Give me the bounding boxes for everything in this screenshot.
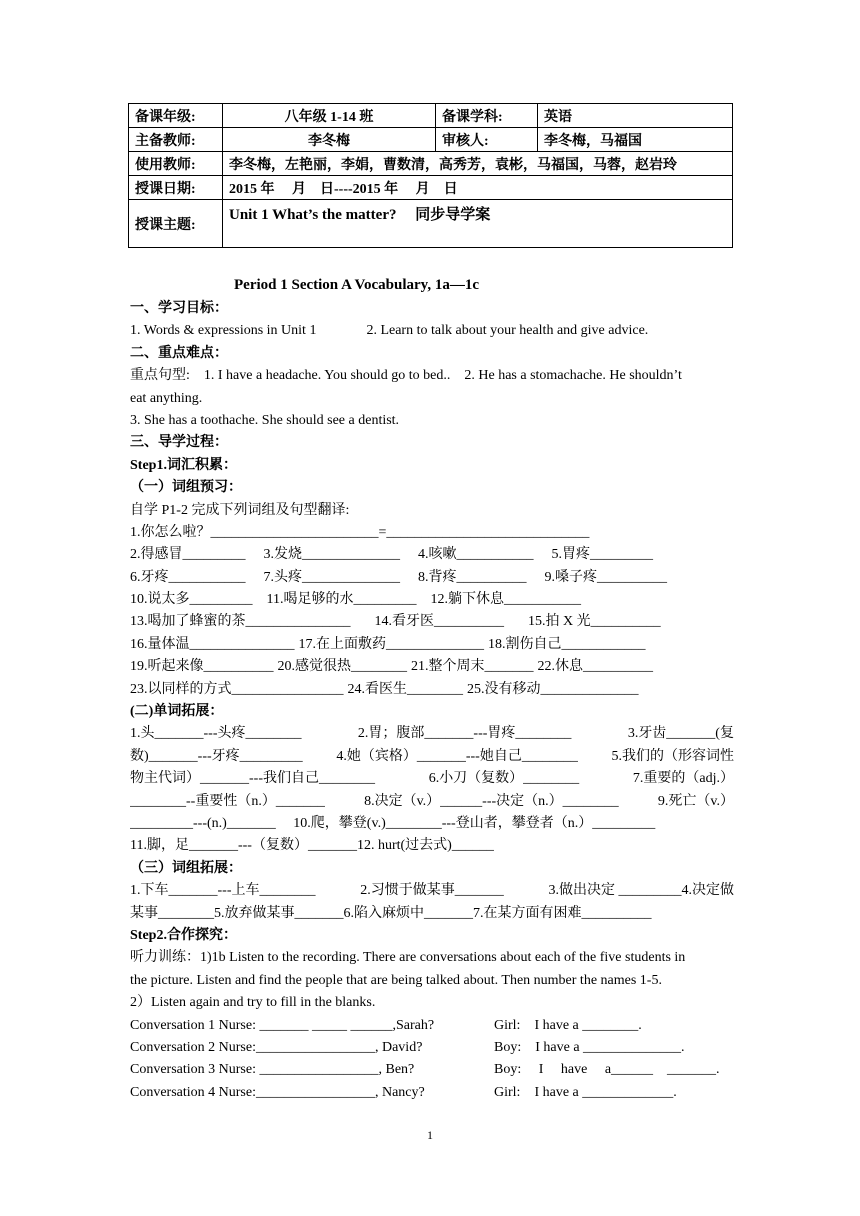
- exercise-item: 3.做出决定 _________4.决定做: [548, 883, 734, 899]
- teacher-value: 李冬梅: [223, 128, 436, 152]
- conversation-reply: Girl: I have a _____________.: [494, 1084, 677, 1100]
- objective-1: 1. Words & expressions in Unit 1: [130, 323, 317, 339]
- exercise-item: 15.拍 X 光__________: [528, 614, 661, 630]
- topic-value: Unit 1 What’s the matter? 同步导学案: [223, 200, 733, 248]
- exercise-item: 7.重要的（adj.）: [632, 771, 734, 787]
- exercise-item: 13.喝加了蜂蜜的茶_______________: [130, 614, 351, 630]
- conversation-nurse: Conversation 2 Nurse:_________________, David?: [130, 1039, 423, 1055]
- key-sentence-line: 重点句型: 1. I have a headache. You should go to bed.. 2. He has a stomachache. He shouldn’t: [130, 368, 682, 384]
- exercise-line: [130, 679, 734, 701]
- exercise-item: 21.整个周末_______: [411, 659, 534, 675]
- conversation-line: [130, 1082, 734, 1104]
- exercise-line: [130, 611, 734, 633]
- exercise-item: 2.得感冒_________: [130, 547, 246, 563]
- listening-instruction: the picture. Listen and find the people that are being talked about. Then number the names 1-5.: [130, 972, 662, 988]
- heading-process: 三、导学过程：: [130, 435, 228, 451]
- subheading-word-expansion: (二)单词拓展：: [130, 704, 224, 720]
- users-value: 李冬梅，左艳丽，李娟，曹数清，高秀芳，袁彬，马福国，马蓉，赵岩玲: [223, 152, 733, 176]
- exercise-item: 12.躺下休息___________: [430, 592, 581, 608]
- listening-instruction: 听力训练：1)1b Listen to the recording. There are conversations about each of the five students in: [130, 950, 686, 966]
- worksheet-body: [130, 273, 734, 1104]
- conversation-line: [130, 1015, 734, 1037]
- exercise-item: 4.咳嗽___________: [418, 547, 534, 563]
- objectives-line: [130, 320, 734, 342]
- exercise-line: [130, 791, 734, 813]
- listening-instruction: 2）Listen again and try to fill in the blanks.: [130, 995, 376, 1011]
- step2-heading: Step2.合作探究：: [130, 927, 237, 943]
- key-sentence-line: 3. She has a toothache. She should see a dentist.: [130, 412, 400, 428]
- exercise-line: 某事________5.放弃做某事_______6.陷入麻烦中_______7.在某方面有困难__________: [130, 905, 652, 921]
- table-row: [129, 152, 733, 176]
- exercise-line: 1.你怎么啦？________________________=_____________________________: [130, 524, 590, 540]
- table-row: [129, 128, 733, 152]
- teacher-label: 主备教师:: [129, 128, 223, 152]
- exercise-line: [130, 768, 734, 790]
- exercise-line: [130, 723, 734, 745]
- conversation-nurse: Conversation 3 Nurse: _________________, Ben?: [130, 1062, 415, 1078]
- exercise-item: 22.休息__________: [537, 659, 653, 675]
- exercise-line: [130, 589, 734, 611]
- subject-label: 备课学科:: [436, 104, 538, 128]
- section-title: Period 1 Section A Vocabulary, 1a—1c: [234, 277, 480, 293]
- users-label: 使用教师:: [129, 152, 223, 176]
- lesson-info-table: [128, 103, 733, 248]
- exercise-item: 1.头_______---头疼________: [130, 726, 302, 742]
- exercise-item: 17.在上面敷药______________: [298, 636, 484, 652]
- exercise-item: 3.发烧______________: [263, 547, 400, 563]
- exercise-item: 物主代词）_______---我们自己________: [130, 771, 375, 787]
- conversation-nurse: Conversation 4 Nurse:_________________, Nancy?: [130, 1084, 425, 1100]
- exercise-item: 2.习惯于做某事_______: [360, 883, 504, 899]
- heading-key-points: 二、重点难点：: [130, 345, 228, 361]
- exercise-item: 1.下车_______---上车________: [130, 883, 316, 899]
- exercise-item: 18.割伤自己____________: [488, 636, 646, 652]
- exercise-item: 数)_______---牙疼_________: [130, 748, 303, 764]
- subheading-phrase-expansion: （三）词组拓展：: [130, 860, 242, 876]
- step1-heading: Step1.词汇积累：: [130, 457, 237, 473]
- conversation-nurse: Conversation 1 Nurse: _______ _____ ______,Sarah?: [130, 1017, 435, 1033]
- table-row: [129, 104, 733, 128]
- topic-label: 授课主题:: [129, 200, 223, 248]
- exercise-item: 14.看牙医__________: [374, 614, 504, 630]
- exercise-line: [130, 567, 734, 589]
- exercise-item: 9.死亡（v.）: [657, 793, 734, 809]
- date-value: 2015 年 月 日----2015 年 月 日: [223, 176, 733, 200]
- exercise-item: 25.没有移动______________: [467, 681, 639, 697]
- exercise-item: 20.感觉很热________: [277, 659, 407, 675]
- exercise-line: [130, 656, 734, 678]
- objective-2: 2. Learn to talk about your health and give advice.: [366, 323, 649, 339]
- exercise-item: 23.以同样的方式________________: [130, 681, 344, 697]
- exercise-item: 6.小刀（复数）________: [428, 771, 580, 787]
- key-sentence-line: eat anything.: [130, 390, 203, 406]
- conversation-line: [130, 1037, 734, 1059]
- exercise-item: 5.胃疼_________: [551, 547, 653, 563]
- subject-value: 英语: [538, 104, 733, 128]
- reviewer-value: 李冬梅，马福国: [538, 128, 733, 152]
- exercise-item: 11.喝足够的水_________: [266, 592, 417, 608]
- grade-label: 备课年级:: [129, 104, 223, 128]
- heading-objectives: 一、学习目标：: [130, 301, 228, 316]
- exercise-item: 9.嗓子疼__________: [544, 569, 667, 585]
- exercise-item: ________--重要性（n.）_______: [130, 793, 325, 809]
- exercise-item: 10.说太多_________: [130, 592, 253, 608]
- exercise-line: [130, 634, 734, 656]
- exercise-item: 16.量体温_______________: [130, 636, 295, 652]
- reviewer-label: 审核人:: [436, 128, 538, 152]
- exercise-item: 4.她（宾格）_______---她自己________: [336, 748, 578, 764]
- exercise-item: 3.牙齿_______(复: [627, 726, 734, 742]
- date-label: 授课日期:: [129, 176, 223, 200]
- exercise-item: 8.背疼__________: [418, 569, 527, 585]
- exercise-item: 5.我们的（形容词性: [611, 748, 734, 764]
- conversation-reply: Girl: I have a ________.: [494, 1017, 642, 1033]
- exercise-item: 24.看医生________: [347, 681, 463, 697]
- conversation-reply: Boy: I have a ______________.: [494, 1039, 685, 1055]
- conversation-reply: Boy: I have a______ _______.: [494, 1062, 720, 1078]
- phrases-intro: 自学 P1-2 完成下列词组及句型翻译:: [130, 502, 350, 518]
- subheading-phrases-preview: （一）词组预习：: [130, 480, 242, 496]
- exercise-item: 2.胃；腹部_______---胃疼________: [357, 726, 572, 742]
- exercise-line: _________---(n.)_______ 10.爬，攀登(v.)________---登山者，攀登者（n.）_________: [130, 815, 656, 831]
- page-number: 1: [427, 1128, 433, 1142]
- exercise-item: 19.听起来像__________: [130, 659, 274, 675]
- table-row: [129, 176, 733, 200]
- conversation-line: [130, 1059, 734, 1081]
- table-row: [129, 200, 733, 248]
- exercise-line: 11.脚，足_______---（复数）_______12. hurt(过去式)______: [130, 838, 494, 854]
- exercise-line: [130, 746, 734, 768]
- exercise-item: 6.牙疼___________: [130, 569, 246, 585]
- exercise-item: 8.决定（v.）______---决定（n.）________: [364, 793, 619, 809]
- exercise-line: [130, 880, 734, 902]
- exercise-line: [130, 544, 734, 566]
- grade-value: 八年级 1-14 班: [223, 104, 436, 128]
- exercise-item: 7.头疼______________: [263, 569, 400, 585]
